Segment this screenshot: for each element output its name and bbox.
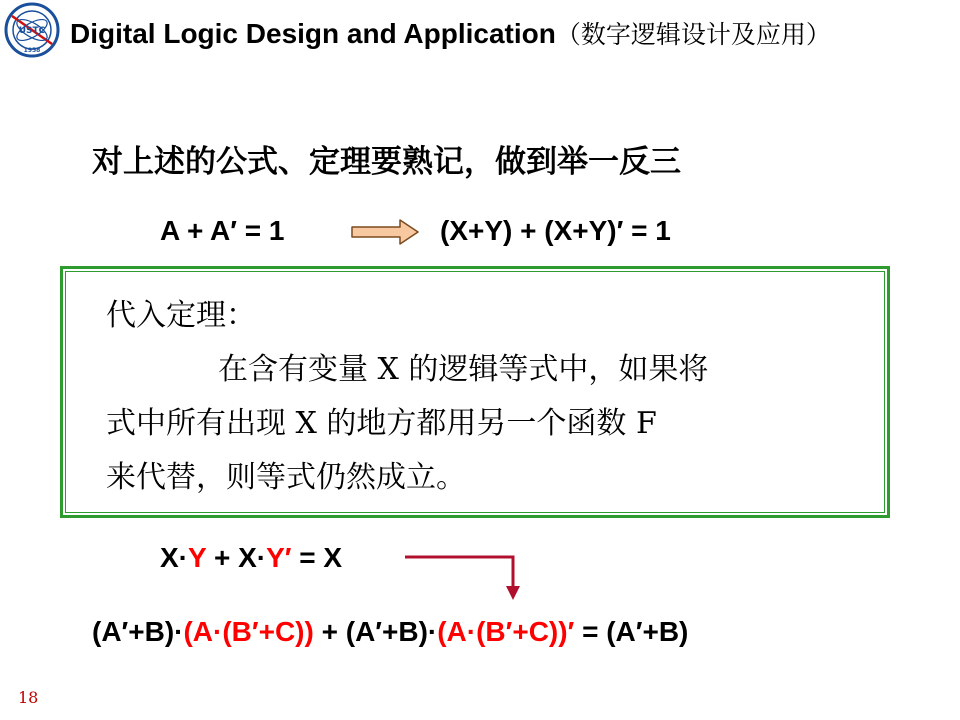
formula3-highlight: (A·(B′+C))′ [437, 616, 575, 647]
formula-substituted-example [92, 616, 688, 648]
formula2-part: = X [291, 542, 343, 573]
slide-title [70, 14, 831, 54]
formula-complement-law: A + A′ = 1 [160, 215, 285, 246]
theorem-line-1: 在含有变量 X 的逻辑等式中，如果将 [218, 352, 709, 387]
page-number: 18 [18, 688, 39, 707]
theorem-title: 代入定理： [106, 298, 256, 333]
formula2-highlight: Y [188, 542, 207, 573]
formula-substituted-complement: (X+Y) + (X+Y)′ = 1 [440, 215, 671, 246]
theorem-line-2: 式中所有出现 X 的地方都用另一个函数 F [106, 406, 657, 441]
formula2-part: X· [160, 542, 188, 573]
down-arrow-icon [405, 552, 520, 602]
university-logo [4, 2, 60, 58]
slide-title-chinese: （数字逻辑设计及应用） [555, 20, 831, 49]
logo-year: 1958 [23, 47, 41, 54]
logo-text: USTC [18, 26, 46, 36]
slide-title-english: Digital Logic Design and Application [70, 18, 556, 49]
formula3-part: + (A′+B)· [313, 616, 438, 647]
formula2-part: + X· [206, 542, 267, 573]
theorem-line-3: 来代替，则等式仍然成立。 [106, 460, 466, 495]
formula3-part: = (A′+B) [574, 616, 689, 647]
formula3-part: (A′+B)· [92, 616, 184, 647]
right-arrow-icon [350, 218, 420, 246]
formula-combining-law [160, 542, 342, 574]
formula3-highlight: (A·(B′+C)) [183, 616, 314, 647]
formula2-highlight: Y′ [266, 542, 292, 573]
slide-heading: 对上述的公式、定理要熟记，做到举一反三 [92, 144, 681, 180]
